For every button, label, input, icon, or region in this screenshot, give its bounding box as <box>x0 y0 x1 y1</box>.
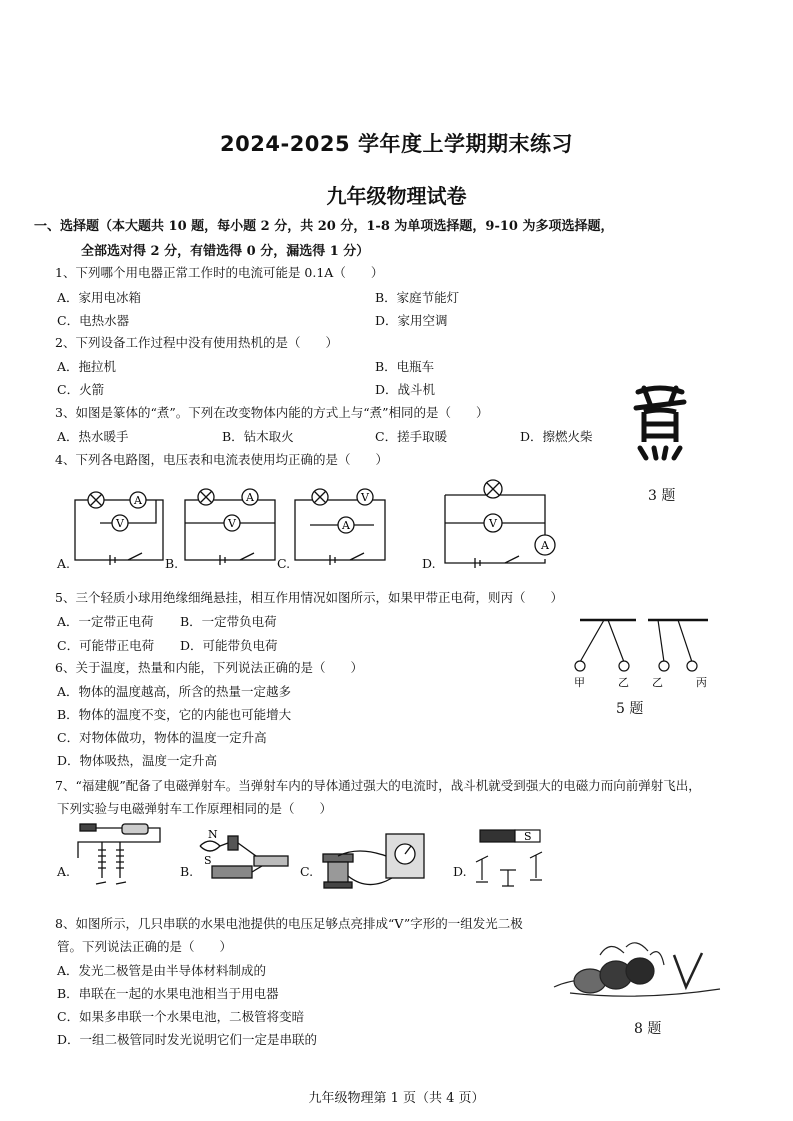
q5-option-b: B．一定带负电荷 <box>180 614 277 629</box>
circuit-diagram-a <box>70 485 170 570</box>
fruit-battery-led-photo <box>550 935 725 1005</box>
q7-figure-a-electromagnet <box>72 818 167 893</box>
q4-stem: 4、下列各电路图，电压表和电流表使用均正确的是（ ） <box>55 452 388 467</box>
q1-stem: 1、下列哪个用电器正常工作时的电流可能是 0.1A（ ） <box>55 265 384 280</box>
q6-option-c: C．对物体做功，物体的温度一定升高 <box>57 730 267 745</box>
q7-option-d: D. <box>453 864 467 879</box>
q8-option-b: B．串联在一起的水果电池相当于用电器 <box>57 986 279 1001</box>
ammeter-label: A <box>134 494 142 507</box>
q6-option-a: A．物体的温度越高，所含的热量一定越多 <box>57 684 292 699</box>
q7-option-b: B. <box>180 864 194 879</box>
q1-option-d: D．家用空调 <box>375 313 448 328</box>
q8-figure-caption: 8 题 <box>634 1021 662 1037</box>
q5-option-c: C．可能带正电荷 <box>57 638 155 653</box>
q5-option-d: D．可能带负电荷 <box>180 638 278 653</box>
q7-figure-c-galvanometer-apparatus <box>318 826 433 896</box>
q5-figure-caption: 5 题 <box>616 701 644 717</box>
q7-figure-b-motor-apparatus <box>192 826 297 886</box>
magnet-n-label: N <box>208 828 218 841</box>
voltmeter-label: V <box>116 517 124 530</box>
q6-option-d: D．物体吸热，温度一定升高 <box>57 753 218 768</box>
q2-option-a: A．拖拉机 <box>57 359 117 374</box>
q6-stem: 6、关于温度，热量和内能，下列说法正确的是（ ） <box>55 660 363 675</box>
q2-stem: 2、下列设备工作过程中没有使用热机的是（ ） <box>55 335 338 350</box>
voltmeter-label: V <box>361 491 369 504</box>
q7-option-c: C. <box>300 864 314 879</box>
q2-option-b: B．电瓶车 <box>375 359 435 374</box>
ammeter-label: A <box>342 519 350 532</box>
q4-option-a: A. <box>57 556 71 571</box>
ammeter-label: A <box>541 539 549 552</box>
circuit-diagram-d <box>435 475 565 575</box>
voltmeter-label: V <box>489 517 497 530</box>
ammeter-label: A <box>246 491 254 504</box>
q4-option-c: C. <box>277 556 291 571</box>
seal-script-character-image <box>630 382 690 462</box>
magnet-s-label: S <box>204 854 212 867</box>
q8-stem-line2: 管。下列说法正确的是（ ） <box>57 939 233 954</box>
section-heading-line2: 全部选对得 2 分，有错选得 0 分，漏选得 1 分） <box>81 244 370 259</box>
q8-stem-line1: 8、如图所示，几只串联的水果电池提供的电压足够点亮排成“V”字形的一组发光二极 <box>55 916 523 931</box>
q2-option-c: C．火箭 <box>57 382 105 397</box>
ball-label-jia: 甲 <box>574 676 585 689</box>
voltmeter-label: V <box>228 517 236 530</box>
q8-option-a: A．发光二极管是由半导体材料制成的 <box>57 963 267 978</box>
q5-stem: 5、三个轻质小球用绝缘细绳悬挂，相互作用情况如图所示，如果甲带正电荷，则丙（ ） <box>55 590 563 605</box>
q4-option-b: B. <box>165 556 179 571</box>
q1-option-a: A．家用电冰箱 <box>57 290 142 305</box>
q2-option-d: D．战斗机 <box>375 382 436 397</box>
q4-option-d: D. <box>422 556 436 571</box>
q7-option-a: A. <box>57 864 71 879</box>
page-footer: 九年级物理第 1 页（共 4 页） <box>308 1091 485 1106</box>
q6-option-b: B．物体的温度不变，它的内能也可能增大 <box>57 707 292 722</box>
q1-option-c: C．电热水器 <box>57 313 130 328</box>
ball-label-yi-1: 乙 <box>618 676 629 689</box>
q7-stem-line2: 下列实验与电磁弹射车工作原理相同的是（ ） <box>57 801 333 816</box>
q8-option-c: C．如果多串联一个水果电池，二极管将变暗 <box>57 1009 305 1024</box>
circuit-diagram-b <box>180 485 280 570</box>
exam-title: 2024-2025 学年度上学期期末练习 <box>220 132 573 156</box>
q7-stem-line1: 7、“福建舰”配备了电磁弹射车。当弹射车内的导体通过强大的电流时，战斗机就受到强大的电磁力而向前弹射飞出， <box>55 778 701 793</box>
q3-stem: 3、如图是篆体的“煮”。下列在改变物体内能的方式上与“煮”相同的是（ ） <box>55 405 489 420</box>
q5-option-a: A．一定带正电荷 <box>57 614 154 629</box>
magnet-s-label: S <box>524 830 532 843</box>
q7-figure-d-bar-magnet <box>470 826 560 891</box>
q3-option-b: B．钻木取火 <box>222 429 294 444</box>
q8-option-d: D．一组二极管同时发光说明它们一定是串联的 <box>57 1032 318 1047</box>
q3-option-c: C．搓手取暖 <box>375 429 448 444</box>
q1-option-b: B．家庭节能灯 <box>375 290 460 305</box>
exam-subtitle: 九年级物理试卷 <box>326 184 467 208</box>
circuit-diagram-c <box>290 485 390 570</box>
pith-balls-figure <box>568 612 718 692</box>
q3-option-a: A．热水暖手 <box>57 429 129 444</box>
q3-figure-caption: 3 题 <box>648 488 676 504</box>
section-heading-line1: 一、选择题（本大题共 10 题，每小题 2 分，共 20 分，1-8 为单项选择题，9-10 为多项选择题， <box>34 219 614 234</box>
ball-label-bing: 丙 <box>696 676 707 689</box>
q3-option-d: D．擦燃火柴 <box>520 429 593 444</box>
ball-label-yi-2: 乙 <box>652 676 663 689</box>
